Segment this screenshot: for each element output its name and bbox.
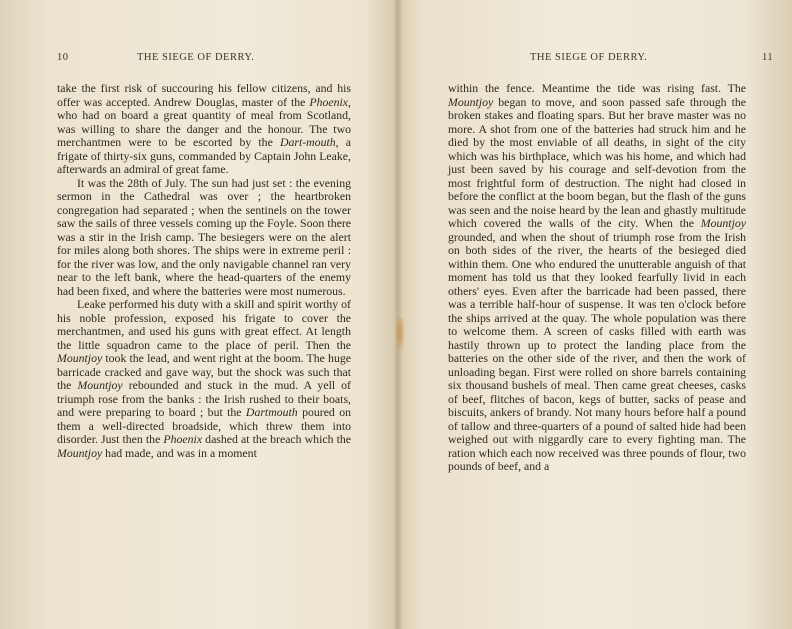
italic-name: Mountjoy xyxy=(57,351,103,365)
page-number: 10 xyxy=(57,52,69,63)
italic-name: Mountjoy xyxy=(77,378,123,392)
paragraph xyxy=(448,82,746,474)
text-run: rebounded and stuck in the mud. A yell of triumph rose from the banks : the Irish rushed to their boats, and were preparing to board ; but the xyxy=(57,378,351,419)
italic-name: Phoenix xyxy=(163,432,203,446)
text-run: grounded, and when the shout of triumph rose from the Irish on both sides of the river, the hearts of the besieged died within them. One who endured the unutterable anguish of that moment has told us that they looked fearfully livid in each others' eyes. Even after the barricade had been passed, there was a terrible half-hour of suspense. It was ten o'clock before the ships arrived at the quay. The whole population was there to welcome them. A screen of casks filled with earth was hastily thrown up to protect the landing place from the batteries on the other side of the river, and then the work of unloading began. First were rolled on shore barrels containing six thousand bushels of meal. Then came great cheeses, casks of beef, flitches of bacon, kegs of butter, sacks of pease and biscuits, ankers of brandy. Not many hours before half a pound of tallow and three-quarters of a pound of salted hide had been weighed out with niggardly care to every fighting man. The ration which each now received was three pounds of flour, two pounds of beef, and a xyxy=(448,229,746,473)
text-run: within the fence. Meantime the tide was rising fast. The xyxy=(448,81,746,95)
text-run: Leake performed his duty with a skill and spirit worthy of his noble profession, exposed his frigate to cover the merchantmen, and used his guns with great effect. At length the little squadron came to the place of peril. Then the xyxy=(57,297,351,352)
text-run: dashed at the breach which the xyxy=(202,432,351,446)
text-run: who had on board a great quantity of meal from Scotland, was willing to share the danger and the honour. The two merchantmen were to be escorted by the xyxy=(57,108,351,149)
running-head: THE SIEGE OF DERRY. xyxy=(530,52,648,63)
page-body xyxy=(448,82,746,474)
italic-name: Dartmouth xyxy=(245,405,298,419)
page-number: 11 xyxy=(762,52,774,63)
italic-name: Mountjoy xyxy=(57,445,103,460)
text-run: began to move, and soon passed safe through the broken stakes and floating spars. But her brave master was no more. A shot from one of the batteries had struck him and he died by the most enviable of all deaths, in sight of the city which was his birthplace, which was his home, and which had just been saved by his courage and self-devotion from the most frightful form of destruction. The night had closed in before the conflict at the boom began, but the flash of the guns was seen and the noise heard by the lean and ghastly multitude which covered the walls of the city. When the xyxy=(448,94,746,230)
page-body xyxy=(57,82,351,460)
italic-name: Phoenix, xyxy=(309,94,351,109)
italic-name: Dart-mouth, xyxy=(279,135,339,149)
paragraph xyxy=(57,298,351,460)
text-run: take the first risk of succouring his fellow citizens, and his offer was accepted. Andrew Douglas, master of the xyxy=(57,81,351,109)
right-page xyxy=(396,0,792,629)
text-run: had made, and was in a moment xyxy=(102,445,257,460)
text-run: took the lead, and went right at the boom. The huge barricade cracked and gave way, but the shock was such that the xyxy=(57,351,351,392)
text-run: It was the 28th of July. The sun had just set : the evening sermon in the Cathedral was over ; the heartbroken congregation had separated ; when the sentinels on the tower saw the sails of three vessels coming up the Foyle. Soon there was a stir in the Irish camp. The besiegers were on the alert for miles along both shores. The ships were in extreme peril : for the river was low, and the only navigable channel ran very near to the left bank, where the head-quarters of the enemy had been fixed, and where the batteries were most numerous. xyxy=(57,175,351,298)
paragraph xyxy=(57,177,351,299)
italic-name: Mountjoy xyxy=(700,216,746,230)
text-run: poured on them a well-directed broadside, which threw them into disorder. Just then the xyxy=(57,405,351,446)
paragraph xyxy=(57,82,351,177)
italic-name: Mountjoy xyxy=(448,94,494,109)
text-run: a frigate of thirty-six guns, commanded by Captain John Leake, afterwards an admiral of great fame. xyxy=(57,135,351,176)
running-head: THE SIEGE OF DERRY. xyxy=(137,52,255,63)
